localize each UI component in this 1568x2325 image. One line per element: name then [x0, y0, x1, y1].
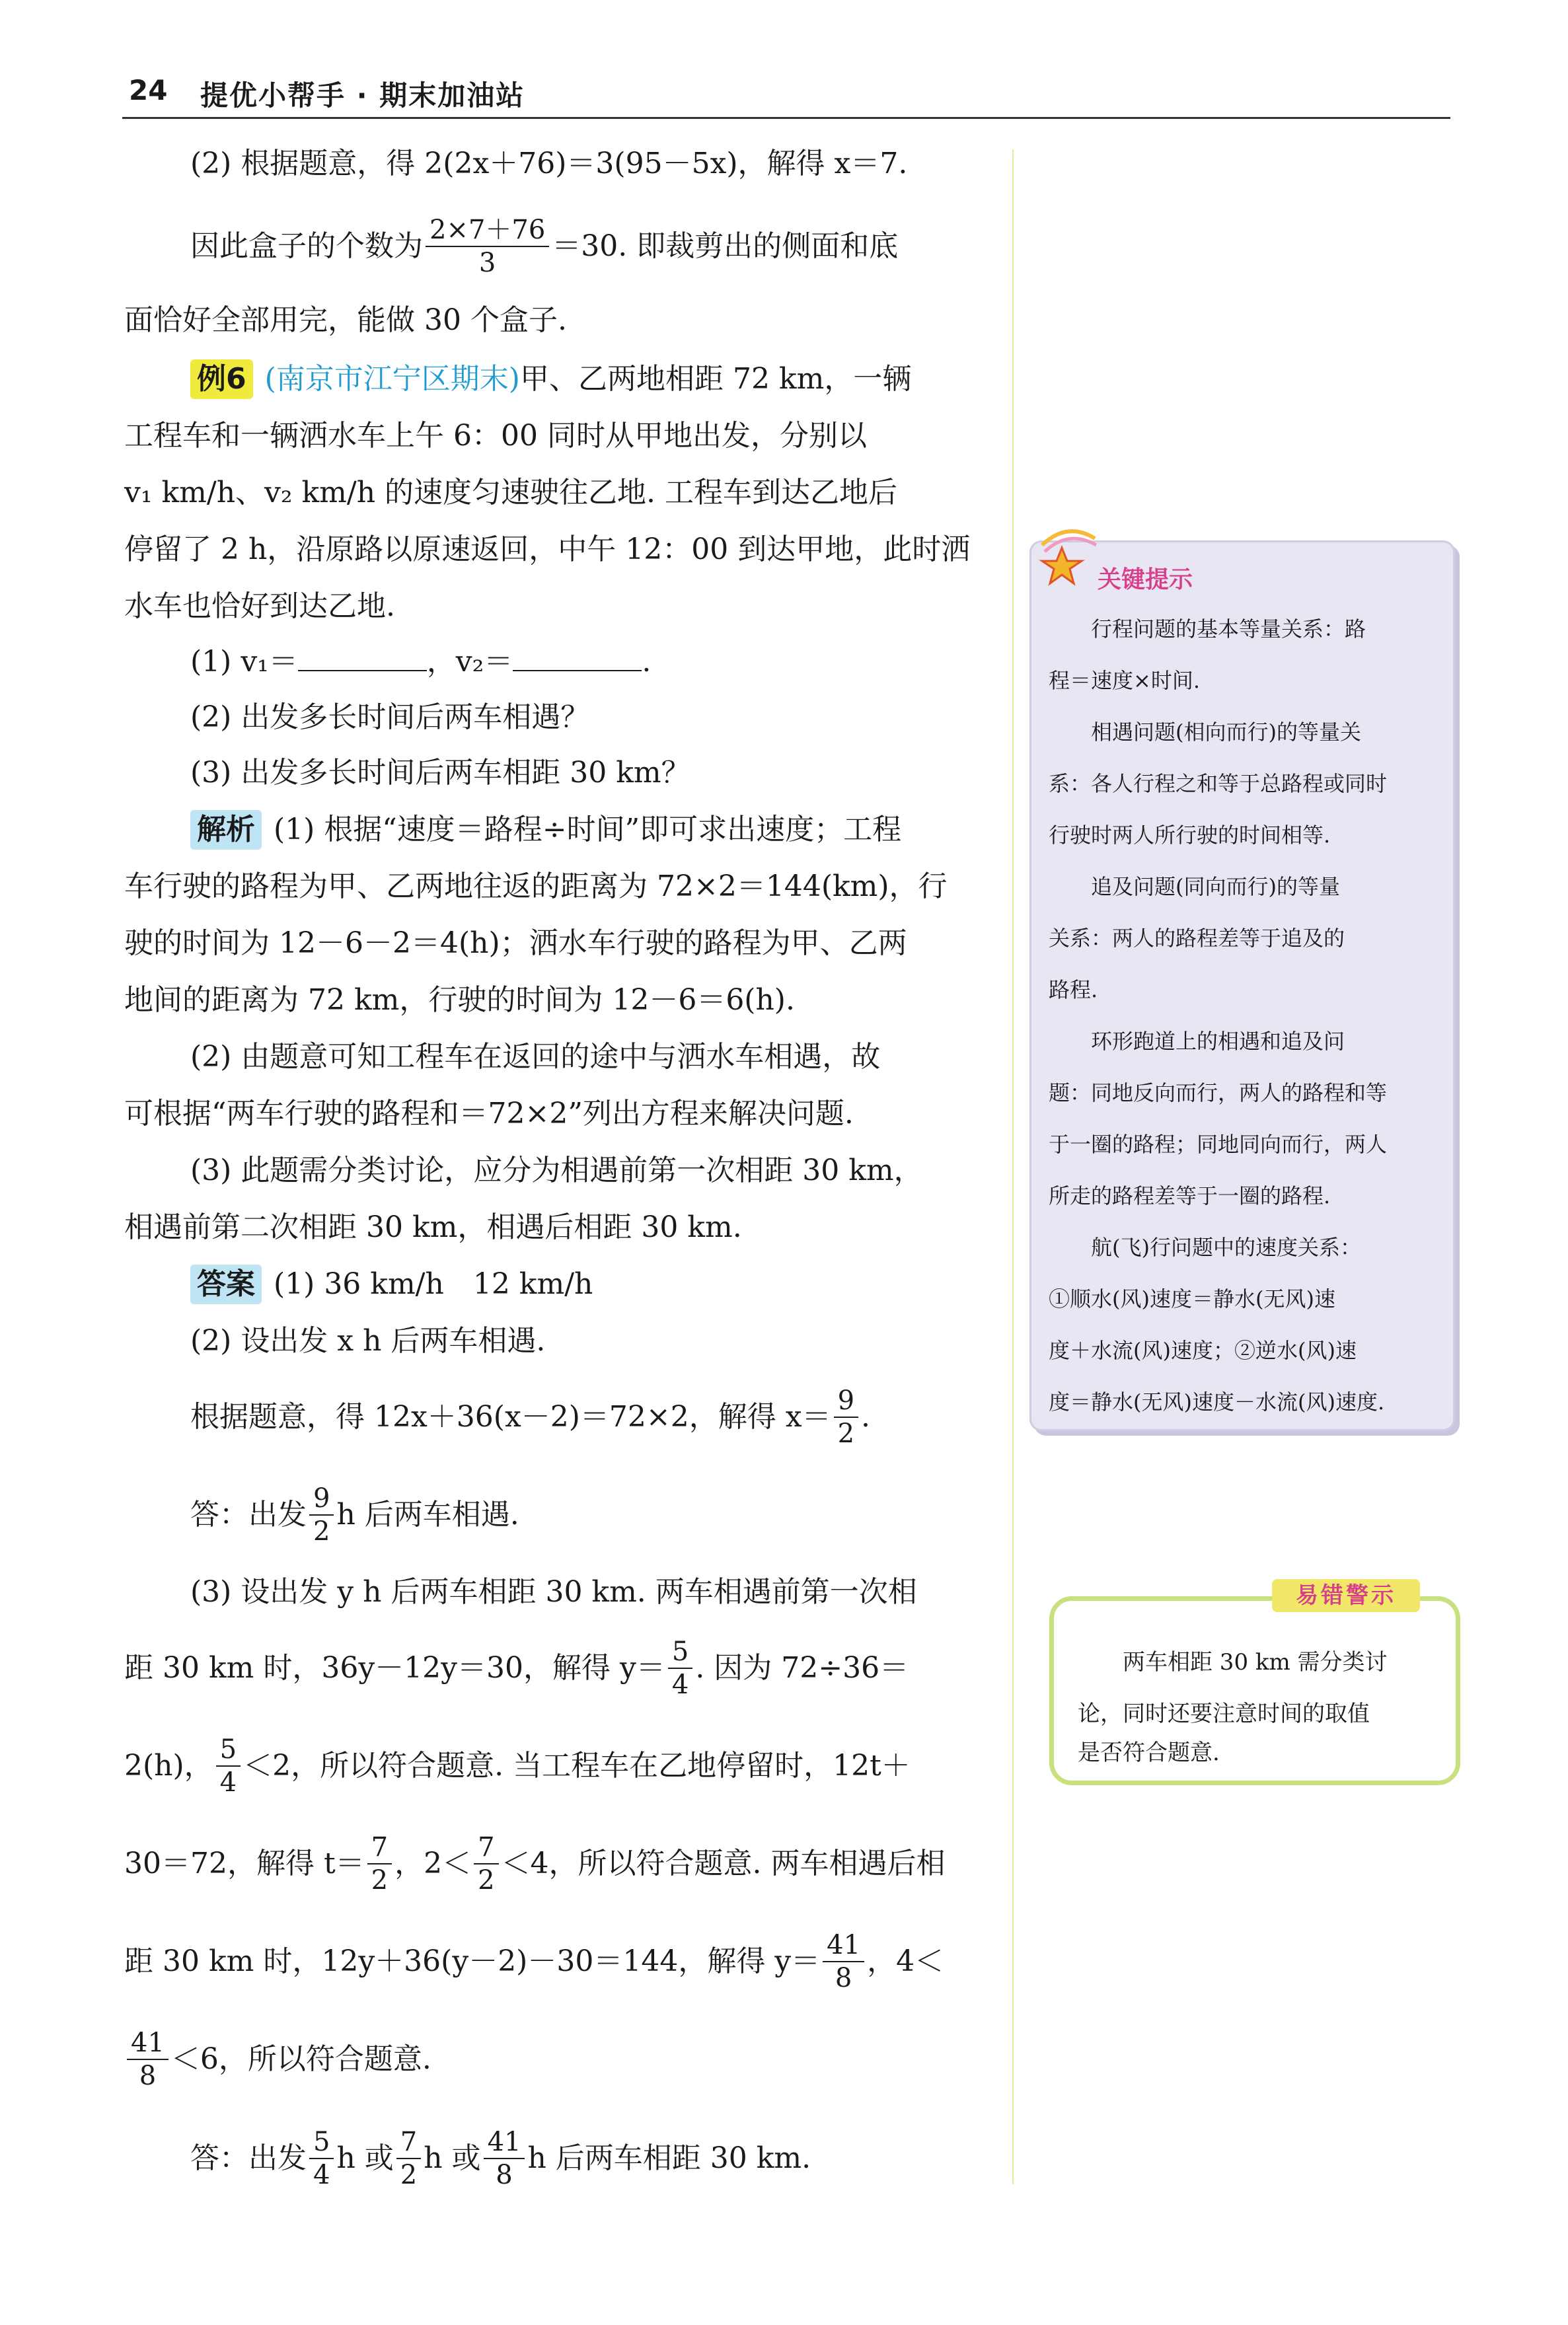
tip-line: 所走的路程差等于一圈的路程.	[1049, 1183, 1331, 1208]
text-span: 距 30 km 时，36y－12y＝30，解得 y＝	[124, 1651, 665, 1685]
text-span: ，4＜	[867, 1944, 944, 1978]
fraction	[823, 1931, 864, 1993]
numerator: 9	[834, 1386, 858, 1418]
column-divider	[1012, 149, 1014, 2184]
warning-line: 两车相距 30 km 需分类讨	[1078, 1649, 1388, 1676]
text-span: h 后两车相遇.	[336, 1498, 519, 1532]
text-span: ＝30. 即裁剪出的侧面和底	[552, 229, 899, 263]
denominator: 8	[835, 1963, 852, 1993]
tip-line: 题：同地反向而行，两人的路程和等	[1049, 1080, 1388, 1105]
denominator: 4	[313, 2160, 330, 2190]
text-span: 答：出发	[190, 2141, 307, 2175]
text-span: 2(h)，	[124, 1749, 213, 1783]
text-span: (1) v₁＝	[190, 645, 298, 679]
header-rule	[122, 117, 1450, 119]
text-span: 距 30 km 时，12y＋36(y－2)－30＝144，解得 y＝	[124, 1944, 821, 1978]
tip-line: 路程.	[1049, 977, 1098, 1002]
page-number: 24	[129, 74, 168, 106]
denominator: 2	[313, 1516, 330, 1547]
denominator: 2	[478, 1865, 495, 1896]
numerator: 5	[216, 1735, 241, 1767]
text-line: 地间的距离为 72 km，行驶的时间为 12－6＝6(h).	[124, 983, 795, 1017]
text-line	[124, 2023, 1010, 2096]
warning-box	[1049, 1596, 1460, 1785]
text-line	[190, 1381, 1010, 1454]
text-span: 答：出发	[190, 1498, 307, 1532]
text-span: 甲、乙两地相距 72 km，一辆	[519, 362, 912, 396]
fraction	[216, 1735, 241, 1797]
numerator: 2×7＋76	[426, 215, 549, 247]
fraction	[367, 1833, 392, 1895]
numerator: 41	[823, 1931, 864, 1962]
fraction	[668, 1637, 692, 1699]
text-span: h 或	[336, 2141, 394, 2175]
example-tag: 例6	[190, 359, 253, 399]
text-span: ＜4，所以符合题意. 两车相遇后相	[501, 1847, 946, 1880]
tip-line: 度＋水流(风)速度；②逆水(风)速	[1049, 1338, 1357, 1363]
text-span: ＜6，所以符合题意.	[170, 2042, 431, 2076]
text-span: 根据题意，得 12x＋36(x－2)＝72×2，解得 x＝	[190, 1400, 831, 1434]
text-line	[124, 1925, 1010, 1998]
page-header	[122, 71, 1450, 124]
numerator: 9	[309, 1484, 334, 1516]
text-span: (1) 36 km/h 12 km/h	[274, 1267, 593, 1301]
tip-line: 追及问题(同向而行)的等量	[1049, 874, 1340, 899]
tip-line: 度＝静水(无风)速度－水流(风)速度.	[1049, 1389, 1385, 1415]
denominator: 8	[496, 2160, 513, 2190]
text-line: 工程车和一辆洒水车上午 6：00 同时从甲地出发，分别以	[124, 419, 867, 453]
question-3: (3) 出发多长时间后两车相距 30 km？	[190, 756, 691, 790]
text-line	[124, 1632, 1010, 1705]
text-span: . 因为 72÷36＝	[695, 1651, 909, 1685]
tip-line: 相遇问题(相向而行)的等量关	[1049, 720, 1361, 745]
tip-line: 于一圈的路程；同地同向而行，两人	[1049, 1132, 1388, 1157]
numerator: 5	[309, 2127, 334, 2159]
text-span: 30＝72，解得 t＝	[124, 1847, 365, 1880]
text-line: 水车也恰好到达乙地.	[124, 589, 395, 623]
numerator: 41	[127, 2028, 168, 2060]
text-line: v₁ km/h、v₂ km/h 的速度匀速驶往乙地. 工程车到达乙地后	[124, 476, 898, 509]
key-tips-box	[1029, 540, 1455, 1431]
text-line: (2) 根据题意，得 2(2x＋76)＝3(95－5x)，解得 x＝7.	[190, 147, 908, 180]
text-line	[190, 210, 1010, 283]
text-line	[124, 1827, 1010, 1900]
denominator: 8	[139, 2061, 157, 2091]
text-line: 相遇前第二次相距 30 km，相遇后相距 30 km.	[124, 1210, 742, 1244]
tip-line: 航(飞)行问题中的速度关系：	[1049, 1235, 1361, 1260]
text-line: (2) 由题意可知工程车在返回的途中与洒水车相遇，故	[190, 1040, 881, 1074]
numerator: 7	[474, 1833, 498, 1864]
text-line: 面恰好全部用完，能做 30 个盒子.	[124, 303, 567, 337]
text-span: h 或	[424, 2141, 481, 2175]
denominator: 2	[837, 1419, 855, 1449]
star-icon	[1035, 525, 1099, 589]
question-2: (2) 出发多长时间后两车相遇？	[190, 700, 590, 734]
answer-tag: 答案	[190, 1265, 262, 1304]
warning-line: 是否符合题意.	[1078, 1740, 1220, 1766]
question-1	[190, 642, 1010, 682]
numerator: 7	[396, 2127, 421, 2159]
text-span: .	[861, 1400, 871, 1434]
text-line	[190, 2122, 1010, 2195]
analysis-line	[190, 810, 1010, 850]
tip-line: 程＝速度×时间.	[1049, 668, 1200, 693]
tip-line: 环形跑道上的相遇和追及问	[1049, 1029, 1345, 1054]
key-tips-title: 关键提示	[1098, 566, 1193, 593]
denominator: 3	[478, 248, 496, 278]
text-span: h 后两车相距 30 km.	[527, 2141, 811, 2175]
fraction	[426, 215, 549, 277]
fraction	[484, 2127, 525, 2190]
text-line: (2) 设出发 x h 后两车相遇.	[190, 1324, 546, 1358]
text-line: 车行驶的路程为甲、乙两地往返的距离为 72×2＝144(km)，行	[124, 869, 948, 903]
denominator: 4	[219, 1767, 237, 1798]
text-line	[124, 1730, 1010, 1802]
denominator: 4	[671, 1670, 689, 1700]
fraction	[474, 1833, 498, 1895]
text-span: ，v₂＝	[426, 645, 513, 679]
text-span: .	[642, 645, 652, 679]
denominator: 2	[400, 2160, 418, 2190]
header-title: 提优小帮手 · 期末加油站	[200, 79, 525, 112]
fraction	[309, 2127, 334, 2190]
tip-line: ①顺水(风)速度＝静水(无风)速	[1049, 1286, 1335, 1311]
text-span: ＜2，所以符合题意. 当工程车在乙地停留时，12t＋	[243, 1749, 911, 1783]
example-line	[190, 359, 1010, 399]
text-line	[190, 1479, 1010, 1551]
text-line: 驶的时间为 12－6－2＝4(h)；洒水车行驶的路程为甲、乙两	[124, 926, 907, 960]
text-line: 可根据“两车行驶的路程和＝72×2”列出方程来解决问题.	[124, 1097, 854, 1130]
text-span: 因此盒子的个数为	[190, 229, 423, 263]
fraction	[834, 1386, 858, 1448]
denominator: 2	[371, 1865, 389, 1896]
answer-blank	[298, 644, 427, 671]
warning-line: 论，同时还要注意时间的取值	[1078, 1701, 1370, 1727]
numerator: 41	[484, 2127, 525, 2159]
text-line: (3) 设出发 y h 后两车相距 30 km. 两车相遇前第一次相	[190, 1575, 917, 1609]
text-span: (1) 根据“速度＝路程÷时间”即可求出速度；工程	[274, 813, 902, 846]
numerator: 5	[668, 1637, 692, 1669]
text-span: ，2＜	[394, 1847, 472, 1880]
text-line: (3) 此题需分类讨论，应分为相遇前第一次相距 30 km，	[190, 1154, 923, 1187]
analysis-tag: 解析	[190, 810, 262, 850]
numerator: 7	[367, 1833, 392, 1864]
warning-title: 易错警示	[1272, 1579, 1420, 1612]
fraction	[309, 1484, 334, 1546]
fraction	[396, 2127, 421, 2190]
tip-line: 系：各人行程之和等于总路程或同时	[1049, 771, 1388, 796]
fraction	[127, 2028, 168, 2090]
example-source: (南京市江宁区期末)	[264, 362, 520, 396]
tip-line: 行程问题的基本等量关系：路	[1049, 616, 1366, 642]
text-line: 停留了 2 h，沿原路以原速返回，中午 12：00 到达甲地，此时洒	[124, 533, 971, 566]
answer-blank	[513, 644, 642, 671]
tip-line: 行驶时两人所行驶的时间相等.	[1049, 823, 1331, 848]
tip-line: 关系：两人的路程差等于追及的	[1049, 926, 1345, 951]
answer-line	[190, 1265, 1010, 1304]
